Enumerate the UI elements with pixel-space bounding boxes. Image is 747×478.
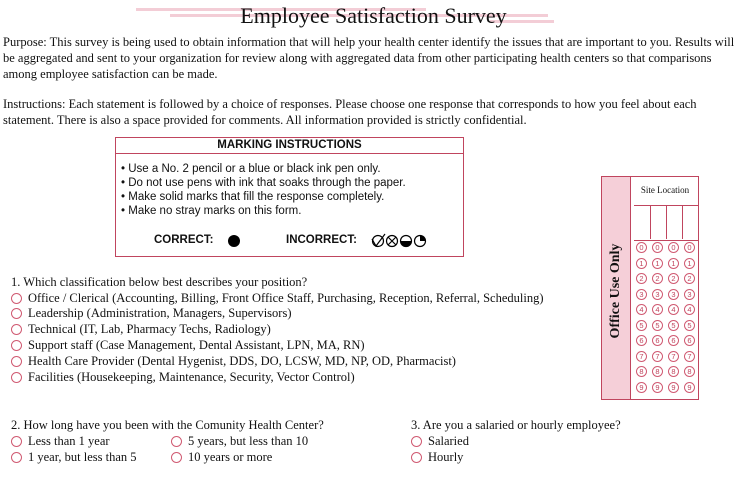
q2-option[interactable]: 1 year, but less than 5: [11, 449, 137, 465]
marking-item: • Make solid marks that fill the response completely.: [121, 190, 463, 204]
site-digit-bubble[interactable]: 3: [636, 289, 647, 300]
site-digit-bubble[interactable]: 6: [668, 335, 679, 346]
site-digit-bubble[interactable]: 8: [636, 366, 647, 377]
site-digit-bubble[interactable]: 6: [636, 335, 647, 346]
marking-item: • Use a No. 2 pencil or a blue or black ink pen only.: [121, 162, 463, 176]
site-digit-bubble[interactable]: 9: [668, 382, 679, 393]
site-digit-bubble[interactable]: 5: [668, 320, 679, 331]
q2-option[interactable]: 10 years or more: [171, 449, 272, 465]
q3-text: 3. Are you a salaried or hourly employee?: [411, 418, 621, 432]
site-digit-bubble[interactable]: 0: [652, 242, 663, 253]
site-digit-bubble[interactable]: 5: [636, 320, 647, 331]
incorrect-marks-icon: [370, 233, 436, 249]
marking-item: • Do not use pens with ink that soaks through the paper.: [121, 176, 463, 190]
radio-bubble-icon: [171, 436, 182, 447]
site-digit-bubble[interactable]: 9: [636, 382, 647, 393]
incorrect-label: INCORRECT:: [286, 234, 357, 246]
divider: [682, 205, 683, 239]
correct-label: CORRECT:: [154, 234, 214, 246]
site-digit-bubble[interactable]: 3: [652, 289, 663, 300]
radio-bubble-icon: [11, 324, 22, 335]
radio-bubble-icon: [11, 372, 22, 383]
q2-option[interactable]: 5 years, but less than 10: [171, 433, 308, 449]
site-digit-bubble[interactable]: 2: [652, 273, 663, 284]
radio-bubble-icon: [11, 452, 22, 463]
site-digit-bubble[interactable]: 8: [684, 366, 695, 377]
site-digit-bubble[interactable]: 7: [652, 351, 663, 362]
site-digit-bubble[interactable]: 1: [668, 258, 679, 269]
site-digit-bubble[interactable]: 2: [668, 273, 679, 284]
marking-instructions-box: [115, 137, 464, 257]
marking-instructions-heading: MARKING INSTRUCTIONS: [116, 138, 463, 154]
site-digit-bubble[interactable]: 8: [652, 366, 663, 377]
q3-option[interactable]: Hourly: [411, 449, 463, 465]
site-digit-bubble[interactable]: 1: [636, 258, 647, 269]
site-digit-bubble[interactable]: 1: [652, 258, 663, 269]
site-digit-bubble[interactable]: 9: [684, 382, 695, 393]
site-location-label: Site Location: [640, 185, 690, 195]
radio-bubble-icon: [11, 308, 22, 319]
q1-option[interactable]: Health Care Provider (Dental Hygenist, DDS, DO, LCSW, MD, NP, OD, Pharmacist): [11, 353, 456, 369]
page-title: Employee Satisfaction Survey: [240, 3, 507, 28]
q1-option[interactable]: Facilities (Housekeeping, Maintenance, Security, Vector Control): [11, 369, 355, 385]
site-digit-bubble[interactable]: 5: [684, 320, 695, 331]
site-digit-bubble[interactable]: 0: [636, 242, 647, 253]
site-digit-bubble[interactable]: 8: [668, 366, 679, 377]
site-digit-bubble[interactable]: 7: [636, 351, 647, 362]
radio-bubble-icon: [11, 436, 22, 447]
radio-bubble-icon: [11, 340, 22, 351]
site-digit-bubble[interactable]: 6: [652, 335, 663, 346]
site-digit-bubble[interactable]: 3: [684, 289, 695, 300]
site-digit-bubble[interactable]: 4: [668, 304, 679, 315]
site-digit-bubble[interactable]: 9: [652, 382, 663, 393]
site-digit-bubble[interactable]: 4: [684, 304, 695, 315]
q1-option[interactable]: Technical (IT, Lab, Pharmacy Techs, Radiology): [11, 321, 271, 337]
divider: [666, 205, 667, 239]
office-use-label: Office Use Only: [608, 243, 623, 339]
divider: [630, 176, 631, 400]
marking-item: • Make no stray marks on this form.: [121, 204, 463, 218]
site-digit-bubble[interactable]: 2: [636, 273, 647, 284]
correct-mark-icon: [227, 234, 241, 248]
site-digit-bubble[interactable]: 4: [636, 304, 647, 315]
q2-option[interactable]: Less than 1 year: [11, 433, 110, 449]
q1-option[interactable]: Office / Clerical (Accounting, Billing, Front Office Staff, Purchasing, Reception, Referral, Scheduling): [11, 290, 544, 306]
radio-bubble-icon: [11, 356, 22, 367]
site-digit-bubble[interactable]: 4: [652, 304, 663, 315]
divider: [650, 205, 651, 239]
site-digit-bubble[interactable]: 7: [684, 351, 695, 362]
site-digit-bubble[interactable]: 2: [684, 273, 695, 284]
radio-bubble-icon: [11, 293, 22, 304]
radio-bubble-icon: [411, 436, 422, 447]
q1-option[interactable]: Support staff (Case Management, Dental Assistant, LPN, MA, RN): [11, 337, 365, 353]
site-digit-bubble[interactable]: 0: [668, 242, 679, 253]
q3-option[interactable]: Salaried: [411, 433, 469, 449]
site-digit-bubble[interactable]: 3: [668, 289, 679, 300]
marking-instructions-list: [121, 162, 463, 218]
radio-bubble-icon: [411, 452, 422, 463]
site-location-grid: [634, 242, 698, 398]
site-digit-bubble[interactable]: 1: [684, 258, 695, 269]
purpose-text: Purpose: This survey is being used to obtain information that will help your health center identify the issues that are important to you. Results will be aggregated and sent to your organization for review along with aggregated data from other participating health centers so that comparisons among employee satisfaction can be made.: [3, 35, 735, 81]
site-digit-bubble[interactable]: 7: [668, 351, 679, 362]
q1-text: 1. Which classification below best describes your position?: [11, 275, 308, 289]
site-digit-bubble[interactable]: 5: [652, 320, 663, 331]
instructions-text: Instructions: Each statement is followed by a choice of responses. Please choose one response that corresponds to how you feel about each statement. There is also a space provided for comments. All information provided is strictly confidential.: [3, 97, 697, 127]
site-digit-bubble[interactable]: 6: [684, 335, 695, 346]
q2-text: 2. How long have you been with the Comunity Health Center?: [11, 418, 324, 432]
site-digit-bubble[interactable]: 0: [684, 242, 695, 253]
q1-option[interactable]: Leadership (Administration, Managers, Supervisors): [11, 305, 291, 321]
radio-bubble-icon: [171, 452, 182, 463]
